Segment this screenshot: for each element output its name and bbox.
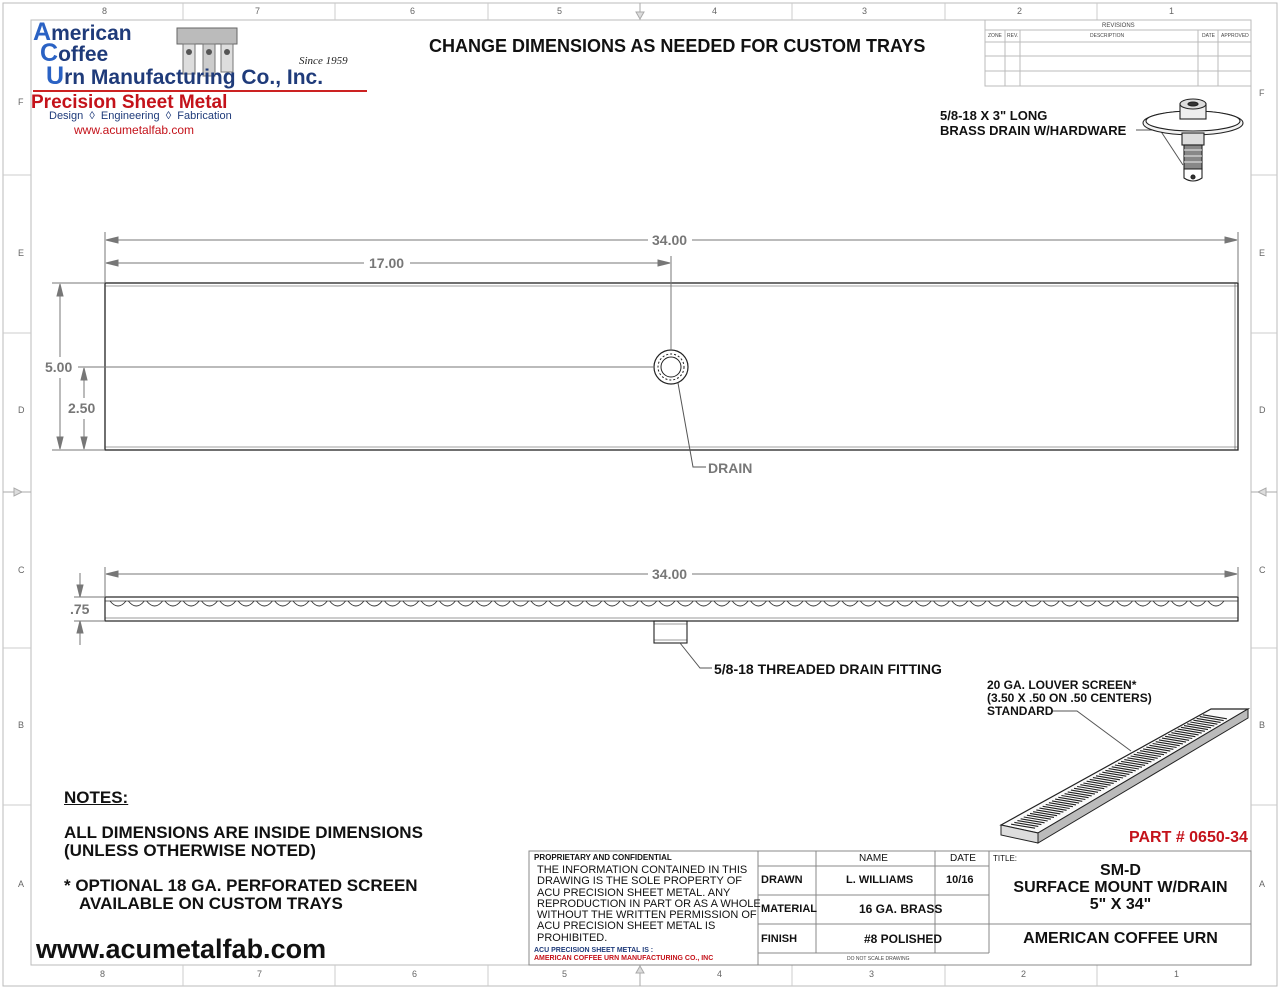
rev-col-approved: APPROVED — [1221, 33, 1249, 39]
drain-hardware-callout-2: BRASS DRAIN W/HARDWARE — [940, 123, 1127, 138]
zone-label-top-6: 6 — [410, 6, 416, 16]
proprietary-line: ACU PRECISION SHEET METAL. ANY — [537, 886, 731, 899]
tb-finish-value: #8 POLISHED — [864, 932, 943, 946]
notes-heading: NOTES: — [64, 788, 129, 807]
zone-label-top-4: 4 — [712, 6, 718, 16]
logo-line1: merican — [51, 22, 132, 45]
logo-division: Precision Sheet Metal — [31, 92, 228, 113]
drawing-title-line-1: SM-D — [1100, 862, 1141, 879]
zone-label-left-b: B — [18, 720, 25, 730]
company-logo — [33, 20, 368, 142]
dim-height-value: .75 — [70, 601, 90, 617]
acu-company: AMERICAN COFFEE URN MANUFACTURING CO., INC — [534, 955, 714, 962]
zone-label-left-c: C — [18, 565, 25, 575]
dim-length-top-value: 34.00 — [652, 232, 688, 248]
note-line-4: AVAILABLE ON CUSTOM TRAYS — [79, 894, 343, 913]
tb-drawn-label: DRAWN — [761, 874, 803, 886]
proprietary-line: DRAWING IS THE SOLE PROPERTY OF — [537, 875, 742, 888]
drain-hardware-callout-1: 5/8-18 X 3" LONG — [940, 108, 1048, 123]
zone-label-top-1: 1 — [1169, 6, 1175, 16]
tb-title-label: TITLE: — [993, 854, 1018, 863]
zone-label-right-b: B — [1259, 720, 1266, 730]
logo-line3: rn Manufacturing Co., Inc. — [64, 66, 324, 89]
tb-material-label: MATERIAL — [761, 903, 818, 915]
tb-name-header: NAME — [859, 853, 888, 864]
zone-label-bottom-1: 1 — [1174, 969, 1180, 979]
zone-label-top-8: 8 — [102, 6, 108, 16]
zone-label-bottom-5: 5 — [562, 969, 568, 979]
logo-cap-u: U — [46, 62, 65, 90]
website-footer: www.acumetalfab.com — [36, 934, 327, 964]
dim-length-side-value: 34.00 — [652, 566, 688, 582]
tb-drawn-date: 10/16 — [946, 874, 974, 886]
note-line-1: ALL DIMENSIONS ARE INSIDE DIMENSIONS — [64, 823, 423, 842]
drawing-title — [990, 862, 1251, 913]
acu-line: ACU PRECISION SHEET METAL IS : — [534, 947, 654, 954]
zone-label-bottom-6: 6 — [412, 969, 418, 979]
zone-label-top-7: 7 — [255, 6, 261, 16]
zone-label-right-a: A — [1259, 879, 1266, 889]
zone-label-top-3: 3 — [862, 6, 868, 16]
rev-col-zone: ZONE — [988, 33, 1002, 39]
drawing-title-line-3: 5" X 34" — [1089, 896, 1152, 913]
revision-block — [985, 20, 1251, 86]
proprietary-line: REPRODUCTION IN PART OR AS A WHOLE — [537, 897, 761, 910]
louver-screen-callout-2: (3.50 X .50 ON .50 CENTERS) — [987, 691, 1152, 705]
louver-screen-callout-3: STANDARD — [987, 704, 1054, 718]
top-view — [52, 232, 1238, 467]
zone-label-left-a: A — [18, 879, 25, 889]
note-line-2: (UNLESS OTHERWISE NOTED) — [64, 841, 316, 860]
zone-label-bottom-2: 2 — [1021, 969, 1027, 979]
louver-screen-callout-1: 20 GA. LOUVER SCREEN* — [987, 678, 1137, 692]
drain-fitting-leader — [680, 643, 712, 668]
zone-label-left-e: E — [18, 248, 25, 258]
page-title: CHANGE DIMENSIONS AS NEEDED FOR CUSTOM TRAYS — [429, 36, 926, 56]
tb-finish-label: FINISH — [761, 933, 798, 945]
tb-date-header: DATE — [950, 853, 976, 864]
brass-drain-illustration — [1136, 99, 1243, 181]
zone-label-right-c: C — [1259, 565, 1266, 575]
tb-company: AMERICAN COFFEE URN — [1023, 930, 1218, 947]
zone-label-bottom-3: 3 — [869, 969, 875, 979]
zone-label-top-5: 5 — [557, 6, 563, 16]
rev-col-rev: REV. — [1007, 33, 1019, 39]
louver-screen-illustration — [1001, 709, 1248, 843]
zone-label-left-d: D — [18, 405, 25, 415]
rev-col-date: DATE — [1202, 33, 1215, 39]
logo-line2: offee — [58, 43, 109, 66]
tb-do-not-scale: DO NOT SCALE DRAWING — [847, 956, 910, 962]
zone-label-top-2: 2 — [1017, 6, 1023, 16]
zone-label-bottom-4: 4 — [717, 969, 723, 979]
drain-fitting-callout: 5/8-18 THREADED DRAIN FITTING — [714, 661, 942, 677]
logo-services: Design ◊ Engineering ◊ Fabrication — [49, 110, 232, 122]
note-line-3: * OPTIONAL 18 GA. PERFORATED SCREEN — [64, 876, 418, 895]
logo-url: www.acumetalfab.com — [74, 123, 195, 137]
tb-drawn-name: L. WILLIAMS — [846, 874, 914, 886]
proprietary-line: ACU PRECISION SHEET METAL IS — [537, 920, 716, 933]
louver-profile — [110, 601, 1224, 606]
dim-half-length-value: 17.00 — [369, 255, 405, 271]
proprietary-line: THE INFORMATION CONTAINED IN THIS — [537, 864, 748, 876]
dim-half-width-value: 2.50 — [68, 400, 96, 416]
zone-label-right-d: D — [1259, 405, 1266, 415]
zone-label-right-e: E — [1259, 248, 1266, 258]
zone-label-bottom-7: 7 — [257, 969, 263, 979]
side-view — [74, 567, 1238, 668]
logo-since: Since 1959 — [299, 55, 348, 67]
logo-cap-a: A — [33, 18, 52, 46]
dim-width — [52, 283, 654, 450]
proprietary-text — [537, 864, 761, 944]
dim-width-value: 5.00 — [45, 359, 73, 375]
zone-label-right-f: F — [1259, 88, 1265, 98]
proprietary-line: WITHOUT THE WRITTEN PERMISSION OF — [537, 909, 757, 922]
drawing-title-line-2: SURFACE MOUNT W/DRAIN — [1013, 879, 1228, 896]
revisions-title: REVISIONS — [1102, 23, 1135, 29]
drain-callout: DRAIN — [708, 460, 753, 476]
logo-cap-c: C — [40, 39, 59, 67]
zone-label-left-f: F — [18, 97, 24, 107]
zone-label-bottom-8: 8 — [100, 969, 106, 979]
tb-material-value: 16 GA. BRASS — [859, 902, 943, 916]
drain-hole — [654, 350, 688, 384]
part-number: PART # 0650-34 — [1129, 829, 1248, 846]
proprietary-line: PROHIBITED. — [537, 931, 608, 944]
drain-leader — [678, 383, 706, 467]
rev-col-description: DESCRIPTION — [1090, 33, 1125, 39]
proprietary-heading: PROPRIETARY AND CONFIDENTIAL — [534, 853, 672, 862]
